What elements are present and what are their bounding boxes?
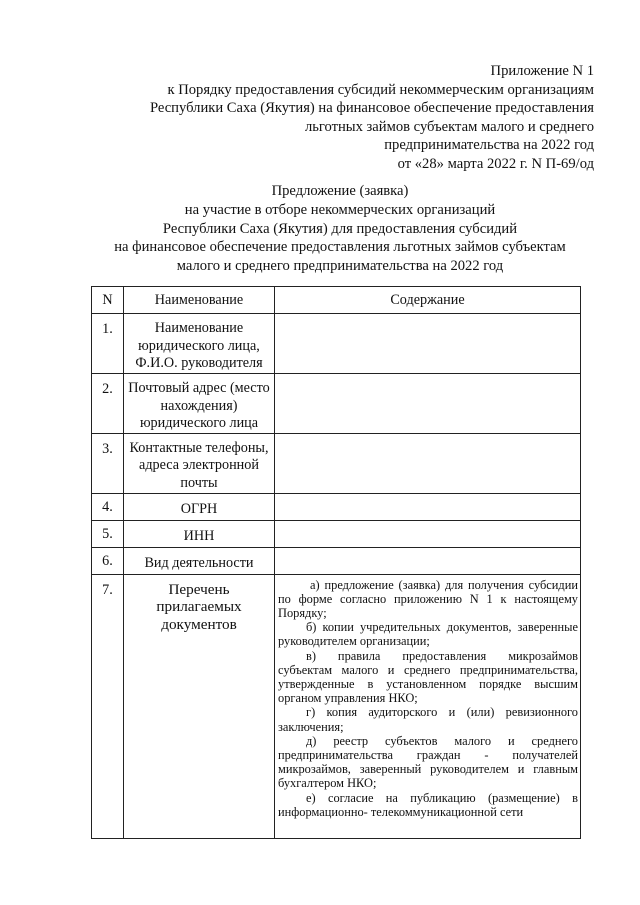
row-name bbox=[124, 547, 275, 574]
row-name-line: Почтовый адрес (место bbox=[128, 380, 270, 396]
row-number: 1. bbox=[92, 314, 124, 374]
header-content: Содержание bbox=[275, 287, 581, 314]
table-row bbox=[92, 374, 581, 434]
row-name bbox=[124, 433, 275, 493]
row-number: 7. bbox=[92, 574, 124, 838]
row-number: 4. bbox=[92, 493, 124, 520]
row-name bbox=[124, 314, 275, 374]
appendix-line: Приложение N 1 bbox=[490, 63, 594, 79]
document-item: в) правила предоставления микрозаймов субъектам малого и среднего предпринимательства, утвержденные в установленном порядке высшим органом управления НКО; bbox=[278, 648, 578, 706]
row-name-line: адреса электронной bbox=[139, 457, 259, 473]
row-name-line: Контактные телефоны, bbox=[129, 439, 269, 456]
table-header-row bbox=[92, 287, 581, 314]
table-row bbox=[92, 493, 581, 520]
row-content-field[interactable] bbox=[275, 493, 581, 520]
application-table bbox=[91, 286, 581, 839]
documents-list-cell bbox=[275, 574, 581, 838]
row-name-line: Перечень bbox=[168, 580, 230, 598]
row-name-line: почты bbox=[180, 474, 218, 491]
header-num: N bbox=[92, 287, 124, 314]
row-name-line: ИНН bbox=[183, 527, 215, 544]
row-number: 5. bbox=[92, 520, 124, 547]
appendix-line: Республики Саха (Якутия) на финансовое обеспечение предоставления bbox=[149, 100, 594, 117]
row-name-line: Ф.И.О. руководителя bbox=[135, 355, 263, 371]
row-name-line: прилагаемых bbox=[156, 598, 242, 615]
row-content-field[interactable] bbox=[275, 314, 581, 374]
row-content-field[interactable] bbox=[275, 374, 581, 434]
document-item: д) реестр субъектов малого и среднего предпринимательства граждан - получателей микрозаймов, заверенный руководителем и главным бухгалтером НКО; bbox=[278, 733, 578, 791]
table-row bbox=[92, 433, 581, 493]
row-content-field[interactable] bbox=[275, 433, 581, 493]
title-line: малого и среднего предпринимательства на 2022 год bbox=[176, 258, 504, 275]
row-name-line: юридического лица bbox=[139, 415, 259, 431]
title-line: на финансовое обеспечение предоставления льготных займов субъектам bbox=[114, 239, 566, 256]
table-row bbox=[92, 547, 581, 574]
table-row bbox=[92, 520, 581, 547]
documents-list bbox=[278, 578, 578, 819]
row-name-line: нахождения) bbox=[160, 397, 238, 414]
row-name-line: Вид деятельности bbox=[144, 554, 254, 571]
document-item: е) согласие на публикацию (размещение) в информационно- телекоммуникационной сети bbox=[278, 790, 578, 819]
document-item: б) копии учредительных документов, заверенные руководителем организации; bbox=[278, 620, 578, 649]
appendix-line: предпринимательства на 2022 год bbox=[384, 137, 594, 154]
document-item: г) копия аудиторского и (или) ревизионного заключения; bbox=[278, 705, 578, 734]
header-name: Наименование bbox=[124, 287, 275, 314]
row-name-line: юридического лица, bbox=[138, 337, 260, 354]
title-line: Предложение (заявка) bbox=[271, 183, 409, 199]
appendix-line: льготных займов субъектам малого и среднего bbox=[304, 118, 594, 135]
appendix-line: к Порядку предоставления субсидий некоммерческим организациям bbox=[167, 81, 594, 98]
appendix-header bbox=[74, 62, 594, 174]
row-name-line: документов bbox=[161, 615, 237, 633]
row-name bbox=[124, 574, 275, 838]
row-name bbox=[124, 493, 275, 520]
row-name bbox=[124, 520, 275, 547]
title-line: на участие в отборе некоммерческих организаций bbox=[184, 201, 496, 218]
row-number: 2. bbox=[92, 374, 124, 434]
row-name-line: ОГРН bbox=[180, 500, 218, 517]
title-line: Республики Саха (Якутия) для предоставления субсидий bbox=[162, 220, 518, 237]
document-item: а) предложение (заявка) для получения субсидии по форме согласно приложению N 1 к настоящему Порядку; bbox=[278, 577, 578, 620]
table-row bbox=[92, 574, 581, 838]
row-content-field[interactable] bbox=[275, 547, 581, 574]
row-name-line: Наименование bbox=[154, 320, 244, 336]
table-row bbox=[92, 314, 581, 374]
row-number: 6. bbox=[92, 547, 124, 574]
row-number: 3. bbox=[92, 433, 124, 493]
row-content-field[interactable] bbox=[275, 520, 581, 547]
document-title bbox=[40, 182, 640, 276]
appendix-line: от «28» марта 2022 г. N П-69/од bbox=[397, 155, 594, 172]
row-name bbox=[124, 374, 275, 434]
